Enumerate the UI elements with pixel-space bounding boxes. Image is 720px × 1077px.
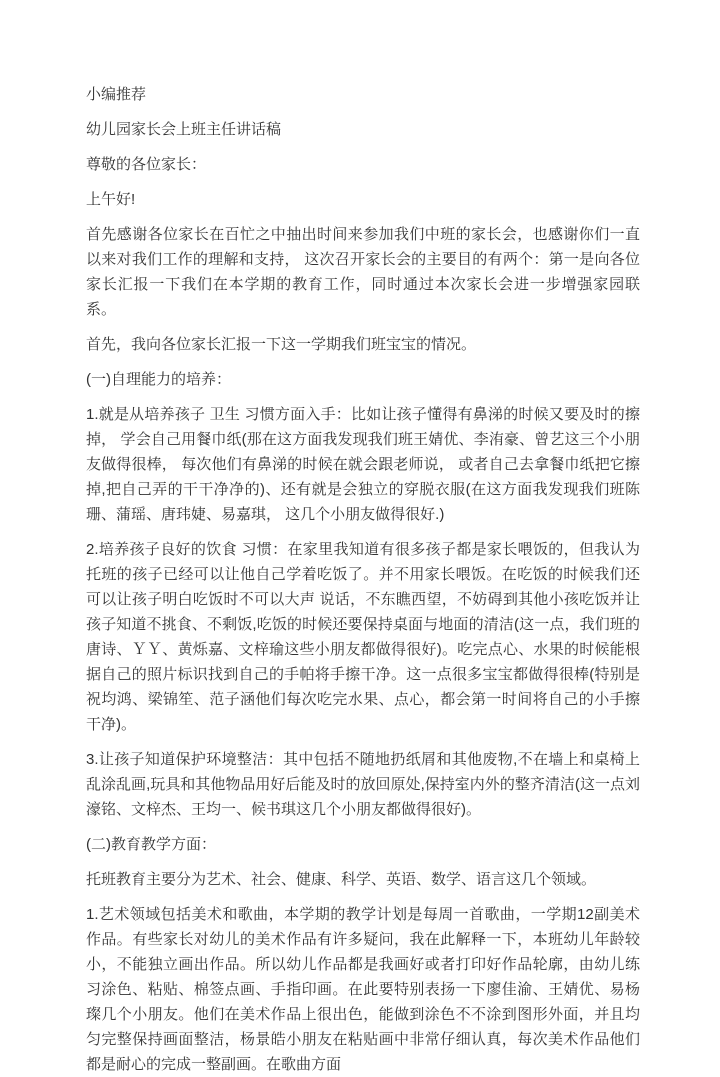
art-domain-paragraph: 1.艺术领域包括美术和歌曲，本学期的教学计划是每周一首歌曲，一学期12副美术作品。有些家长对幼儿的美术作品有许多疑问，我在此解释一下，本班幼儿年龄较小，不能独立画出作品。所以幼儿作品都是我画好或者打印好作品轮廓，由幼儿练习涂色、粘贴、棉签点画、手指印画。在此要特别表扬一下廖佳渝、王婧优、易杨璨几个小朋友。他们在美术作品上很出色，能做到涂色不不涂到图形外面，并且均匀完整保持画面整洁，杨景皓小朋友在粘贴画中非常仔细认真，每次美术作品他们都是耐心的完成一整副画。在歌曲方面 [86, 906, 640, 1073]
editor-note: 小编推荐 [86, 86, 147, 103]
self-care-point-1: 1.就是从培养孩子 卫生 习惯方面入手：比如让孩子懂得有鼻涕的时候又要及时的擦掉， 学会自己用餐巾纸(那在这方面我发现我们班王婧优、李洧豪、曾艺这三个小朋友做得很棒， 每次他们有鼻涕的时候在就会跟老师说， 或者自己去拿餐巾纸把它擦掉,把自己弄的干干净净的)、还有就是会独立的穿脱衣服(在这方面我发现我们班陈珊、蒲瑶、唐玮婕、易嘉琪， 这几个小朋友做得很好.) [86, 406, 640, 523]
self-care-point-2: 2.培养孩子良好的饮食 习惯：在家里我知道有很多孩子都是家长喂饭的，但我认为托班的孩子已经可以让他自己学着吃饭了。并不用家长喂饭。在吃饭的时候我们还可以让孩子明白吃饭时不可以大声 说话，不东瞧西望，不妨碍到其他小孩吃饭并让孩子知道不挑食、不剩饭,吃饭的时候还要保持桌面与地面的清洁(这一点，我们班的唐诗、ＹＹ、黄烁嘉、文梓瑜这些小朋友都做得很好)。吃完点心、水果的时候能根据自己的照片标识找到自己的手帕将手擦干净。这一点很多宝宝都做得很棒(特别是祝均鸿、梁锦笙、范子涵他们每次吃完水果、点心，都会第一时间将自己的小手擦干净)。 [86, 541, 640, 733]
intro-paragraph: 首先感谢各位家长在百忙之中抽出时间来参加我们中班的家长会，也感谢你们一直以来对我们工作的理解和支持， 这次召开家长会的主要目的有两个：第一是向各位家长汇报一下我们在本学期的教育工作，同时通过本次家长会进一步增强家园联系。 [86, 226, 640, 318]
section-2-heading: (二)教育教学方面： [86, 836, 216, 853]
overview-paragraph: 首先，我向各位家长汇报一下这一学期我们班宝宝的情况。 [86, 336, 477, 353]
salutation: 尊敬的各位家长： [86, 156, 207, 173]
self-care-point-3: 3.让孩子知道保护环境整洁：其中包括不随地扔纸屑和其他废物,不在墙上和桌椅上乱涂乱画,玩具和其他物品用好后能及时的放回原处,保持室内外的整齐清洁(这一点刘濠铭、文梓杰、王均一、候书琪这几个小朋友都做得很好)。 [86, 751, 640, 818]
teaching-domains-paragraph: 托班教育主要分为艺术、社会、健康、科学、英语、数学、语言这几个领域。 [86, 871, 597, 888]
greeting: 上午好! [86, 191, 136, 208]
document-title: 幼儿园家长会上班主任讲话稿 [86, 121, 282, 138]
section-1-heading: (一)自理能力的培养： [86, 371, 231, 388]
